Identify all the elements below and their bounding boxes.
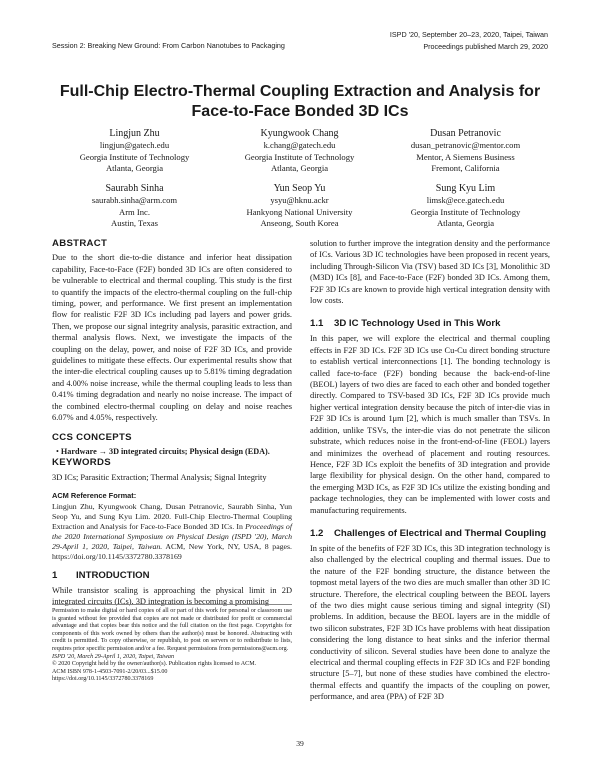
- section-title: 3D IC Technology Used in This Work: [334, 318, 501, 330]
- permission-notice: Permission to make digital or hard copies of all or part of this work for personal or classroom use is granted without fee provided that copies are not made or distributed for profit or commercial advantage and that copies bear this notice and the full citation on the first page. Copyrights for components of this work owned by others than the author(s) must be honored. Abstracting with credit is permitted. To copy otherwise, or republish, to post on servers or to redistribute to lists, requires prior specific permission and/or a fee. Request permissions from permissions@acm.org.: [52, 608, 292, 652]
- running-header-session: Session 2: Breaking New Ground: From Carbon Nanotubes to Packaging: [52, 41, 285, 50]
- title-line-1: Full-Chip Electro-Thermal Coupling Extraction and Analysis for: [59, 83, 541, 100]
- acm-ref-part1: Lingjun Zhu, Kyungwook Chang, Dusan Petranovic, Saurabh Sinha, Yun Seop Yu, and Sung Kyu Lim. 2020. Full-Chip Electro-Thermal Coupling Extraction and Analysis for Face-to-Face Bonded 3D ICs. In: [52, 501, 292, 531]
- ccs-heading: CCS CONCEPTS: [52, 431, 132, 443]
- isbn-line: ACM ISBN 978-1-4503-7091-2/20/03...$15.00: [52, 668, 168, 675]
- author-name: Kyungwook Chang: [260, 128, 339, 139]
- keywords-text: 3D ICs; Parasitic Extraction; Thermal Analysis; Signal Integrity: [52, 472, 267, 482]
- acm-ref-venue: Proceedings of the 2020 International Symposium on Physical Design (ISPD '20), March 29-April 1, 2020, Taipei, Taiwan.: [52, 521, 292, 551]
- section-number: 1.2: [310, 527, 324, 539]
- ccs-bullet: •: [56, 446, 59, 456]
- subsection-1-1-text: In this paper, we will explore the electrical and thermal coupling effects in F2F 3D ICs. F2F 3D ICs use Cu-Cu direct bonding structure to establish vertical interconnections [1]. The bonding technology is called face-to-face (F2F) bonding because the back-end-of-line (BEOL) layers of two dies are faced to each other and bonded together directly. Compared to TSV-based 3D ICs, F2F 3D ICs provide much higher vertical integration density because the pitch of inter-die vias in F2F 3D ICs is around 1μm [2], which is much smaller than TSVs. In addition, unlike TSVs, the inter-die vias do not penetrate the silicon substrate, which reduces noise in the front-end-of-line (FEOL) layers and minimizes the overhead of placement and routing resources. Hence, F2F 3D ICs exploit the benefits of 3D integration and provide large flexibility for physical design. On the other hand, compared to the emerging M3D ICs, as F2F 3D ICs utilize the existing bonding and package technologies, they can be implemented with lower costs and manufacturing requirements.: [310, 334, 550, 515]
- author-name: Dusan Petranovic: [430, 128, 501, 139]
- author-location: Atlanta, Georgia: [105, 163, 164, 173]
- author-location: Austin, Texas: [111, 218, 158, 228]
- author-email: limsk@ece.gatech.edu: [426, 195, 505, 205]
- ccs-concepts: [52, 446, 292, 457]
- paper-title: [52, 82, 548, 122]
- author-3: [383, 127, 548, 175]
- page-number: 39: [296, 739, 304, 748]
- intro-text: While transistor scaling is approaching the physical limit in 2D integrated circuits (ICs), 3D integration is becoming a promising: [52, 585, 292, 606]
- left-column: [52, 238, 292, 607]
- author-location: Atlanta, Georgia: [270, 163, 329, 173]
- acm-ref-heading: ACM Reference Format:: [52, 491, 137, 501]
- right-column: [310, 238, 550, 703]
- author-org: Mentor, A Siemens Business: [416, 151, 515, 162]
- ccs-line: Hardware → 3D integrated circuits; Physical design (EDA).: [60, 446, 270, 456]
- author-4: [52, 182, 217, 230]
- copyright-footnote: [52, 604, 292, 684]
- section-title: Challenges of Electrical and Thermal Coupling: [334, 527, 547, 539]
- author-name: Lingjun Zhu: [109, 128, 160, 139]
- title-line-2: Face-to-Face Bonded 3D ICs: [191, 103, 409, 120]
- author-email: k.chang@gatech.edu: [263, 140, 336, 150]
- acm-ref-text: [52, 502, 292, 562]
- proceedings-line: Proceedings published March 29, 2020: [423, 42, 548, 51]
- author-org: Georgia Institute of Technology: [410, 206, 521, 217]
- author-name: Sung Kyu Lim: [435, 183, 496, 194]
- intro-continued: solution to further improve the integration density and the performance of ICs. Various 3D IC technologies have been proposed in recent years, including Through-Silicon Via (TSV) based 3D ICs [3], Monolithic 3D (M3D) ICs [8], and Face-to-Face (F2F) bonded 3D ICs. Among them, F2F 3D ICs are known to provide high vertical integration density with low costs.: [310, 239, 550, 306]
- author-name: Saurabh Sinha: [105, 183, 164, 194]
- author-org: Georgia Institute of Technology: [79, 151, 190, 162]
- author-location: Anseong, South Korea: [260, 218, 339, 228]
- running-header-conference: [390, 29, 548, 53]
- copyright-line: © 2020 Copyright held by the owner/author(s). Publication rights licensed to ACM.: [52, 661, 257, 668]
- author-email: dusan_petranovic@mentor.com: [410, 140, 521, 150]
- conference-line: ISPD '20, September 20–23, 2020, Taipei, Taiwan: [389, 30, 548, 39]
- author-location: Atlanta, Georgia: [436, 218, 495, 228]
- subsection-1-2-heading: [310, 528, 550, 540]
- author-name: Yun Seop Yu: [273, 183, 326, 194]
- section-title: INTRODUCTION: [76, 569, 150, 581]
- section-number: 1.1: [310, 318, 324, 330]
- abstract-heading: ABSTRACT: [52, 238, 108, 249]
- author-1: [52, 127, 217, 175]
- author-org: Arm Inc.: [118, 206, 151, 217]
- author-email: ysyu@hknu.ackr: [270, 195, 329, 205]
- author-2: [217, 127, 382, 175]
- author-5: [217, 182, 382, 230]
- doi-link[interactable]: https://doi.org/10.1145/3372780.3378169: [52, 676, 154, 683]
- subsection-1-1-heading: [310, 318, 550, 330]
- author-org: Hankyong National University: [246, 206, 353, 217]
- intro-heading: [52, 570, 292, 582]
- keywords-heading: KEYWORDS: [52, 457, 111, 469]
- author-org: Georgia Institute of Technology: [244, 151, 355, 162]
- footnote-conference: ISPD '20, March 29-April 1, 2020, Taipei, Taiwan: [52, 653, 174, 660]
- abstract-text: Due to the short die-to-die distance and inferior heat dissipation capability, Face-to-Face (F2F) bonded 3D ICs are often considered to be vulnerable to electrical and thermal coupling. This study is the first to quantify the impacts of the electro-thermal coupling on the full-chip timing, power, and performance. We first present an implementation flow for realistic F2F 3D ICs including pad layers and power grids. Then, we propose our signal integrity analysis, parasitic extraction, and thermal analysis flows. Next, we investigate the impacts of the coupling on the delay, power, and noise of F2F 3D ICs, and provide guidelines to mitigate these effects. Our experimental results show that the inter-die electrical coupling causes up to 5.81% timing degradation and 4.00% noise increase, while the thermal coupling leads to less than 0.41% timing degradation and nearly no noise increase. The impact of the combined electro-thermal coupling on delay and noise reaches 6.07% and 4.05%, respectively.: [52, 253, 292, 423]
- author-email: lingjun@gatech.edu: [99, 140, 170, 150]
- author-email: saurabh.sinha@arm.com: [91, 195, 178, 205]
- author-location: Fremont, California: [431, 163, 500, 173]
- section-number: 1: [52, 569, 58, 581]
- author-6: [383, 182, 548, 230]
- subsection-1-2-text: In spite of the benefits of F2F 3D ICs, this 3D integration technology is also challenged by the electrical coupling and thermal issues. Due to the nature of the F2F bonding structure, the distance between the topmost metal layers of the two dies are much smaller than other 3D IC structure. Therefore, the electrical coupling between the BEOL layers of the two dies might cause serious timing and signal integrity (SI) problems. In addition, because the BEOL layers are in the middle of two silicon substrates, F2F 3D ICs have problems with heat dissipation considering the long distance to heat sinks and the inferior thermal conductivity of silicon. Several studies have been done to analyze the electrical and thermal coupling effects in F2F 3D ICs and F2F bonding structure [5–7], but none of these studies have combined the electro-thermal effects and quantify the impacts of the coupling on power, performance, and area (PPA) of F2F 3D: [310, 543, 550, 702]
- acm-ref-part2: ACM, New York, NY, USA, 8 pages. https://doi.org/10.1145/3372780.3378169: [52, 541, 292, 561]
